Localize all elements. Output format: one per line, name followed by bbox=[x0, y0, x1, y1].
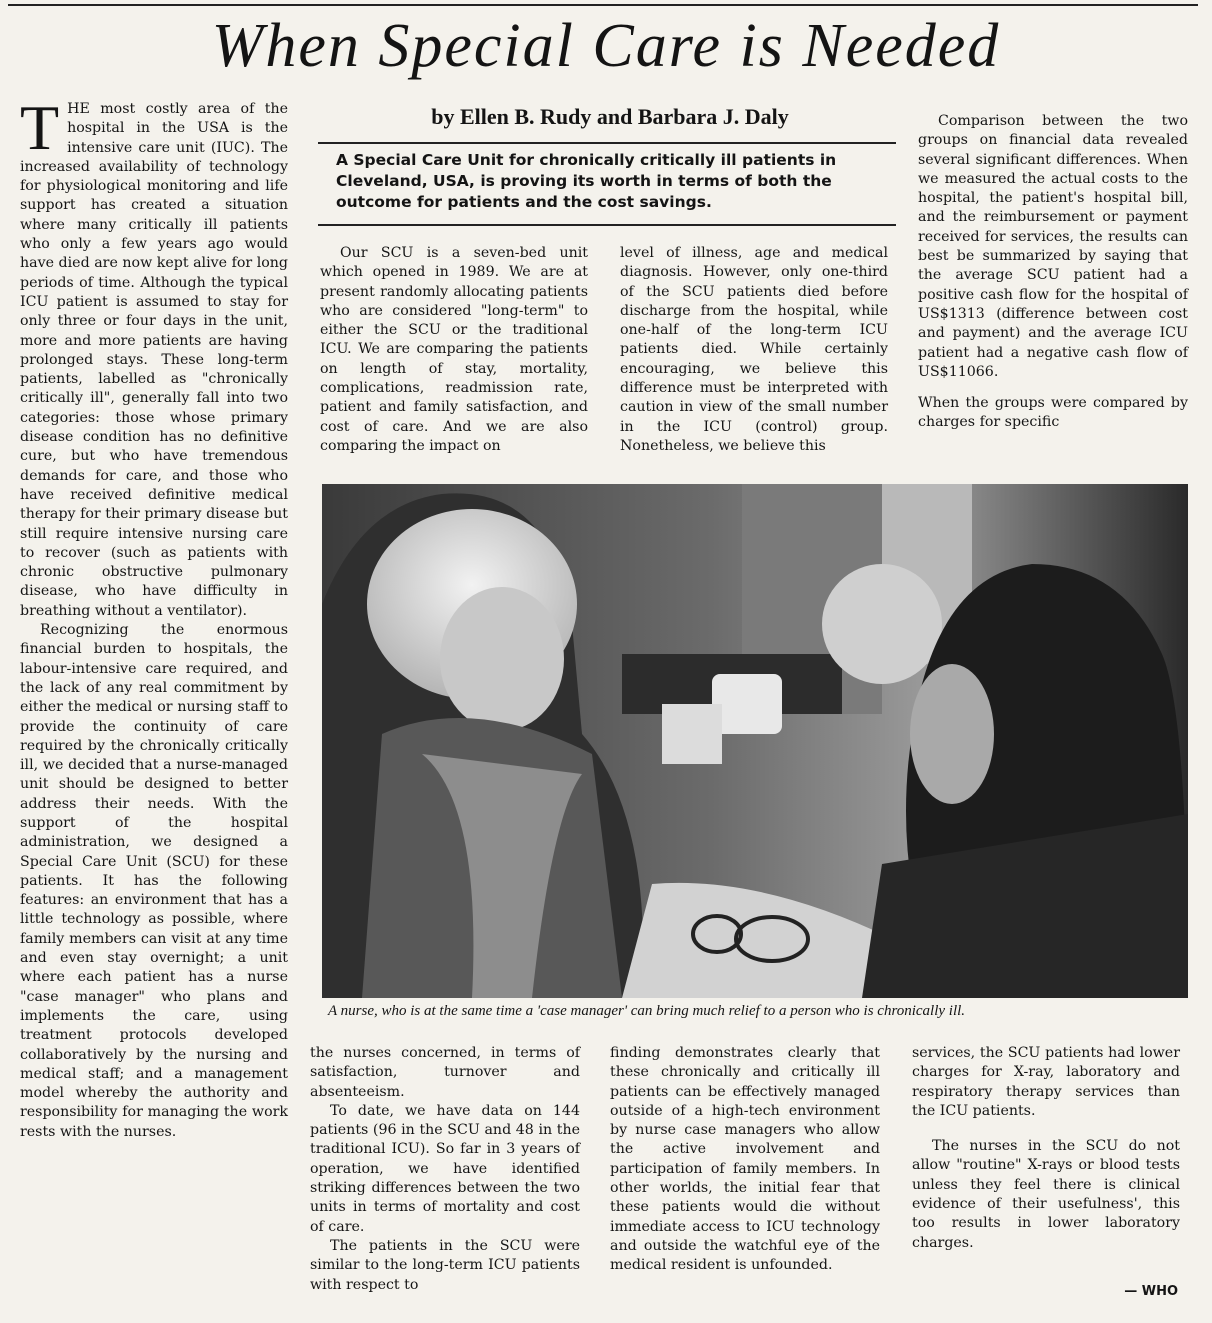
paragraph-2: Recognizing the enormous financial burden to hospitals, the labour-intensive care required, and the lack of any real commitment by either the medical or nursing staff to provide the continuity of care required by the chronically critically ill, we decided that a nurse-managed unit should be designed to better address their needs. With the support of the hospital administration, we designed a Special Care Unit (SCU) for these patients. It has the following features: an environment that has a little technology as possible, where family members can visit at any time and even stay overnight; a unit where each patient has a nurse "case manager" who plans and implements the care, using treatment protocols developed collaboratively by the nursing and medical staff; and a management model whereby the authority and responsibility for managing the work rests with the nurses. bbox=[20, 622, 288, 1140]
column-4-bottom bbox=[912, 1044, 1180, 1253]
drop-cap: T bbox=[20, 92, 60, 163]
column-3-top bbox=[620, 244, 888, 456]
column-4-paragraph-1: Comparison between the two groups on financial data revealed several significant differences. When we measured the actual costs to the hospital, the patient's hospital bill, and the reimbursement or payment received for services, the results can best be summarized by saying that the average SCU patient had a positive cash flow for the hospital of US$1313 (difference between cost and payment) and the average ICU patient had a negative cash flow of US$11066. bbox=[918, 113, 1188, 380]
column-3-bottom bbox=[610, 1044, 880, 1276]
deck: A Special Care Unit for chronically critically ill patients in Cleveland, USA, is proving its worth in terms of both the outcome for patients and the cost savings. bbox=[336, 151, 837, 211]
photo-caption: A nurse, who is at the same time a 'case manager' can bring much relief to a person who is chronically ill. bbox=[328, 1003, 966, 1019]
column-2-top bbox=[320, 244, 588, 456]
column-4-top bbox=[918, 112, 1188, 433]
paragraph-1 bbox=[20, 92, 288, 621]
column-4-paragraph-2: When the groups were compared by charges for specific bbox=[918, 395, 1188, 431]
deck-rule-bottom bbox=[318, 224, 896, 226]
column-3-bottom-text: finding demonstrates clearly that these chronically and critically ill patients can be effectively managed outside of a high-tech environment by nurse case managers who allow the active involvement and participation of family members. In other worlds, the initial fear that these patients would die without immediate access to ICU technology and outside the watchful eye of the medical resident is unfounded. bbox=[610, 1045, 880, 1274]
article-title: When Special Care is Needed bbox=[211, 12, 1001, 80]
signoff: — WHO bbox=[1124, 1284, 1178, 1299]
deck-rule-top bbox=[318, 142, 896, 144]
column-4-bottom-paragraph-1: services, the SCU patients had lower charges for X-ray, laboratory and respiratory therapy services than the ICU patients. bbox=[912, 1045, 1180, 1119]
column-2-bottom bbox=[310, 1044, 580, 1295]
byline: by Ellen B. Rudy and Barbara J. Daly bbox=[431, 104, 789, 129]
column-3-top-text: level of illness, age and medical diagnosis. However, only one-third of the SCU patients died before discharge from the hospital, while one-half of the long-term ICU patients died. While certainly encouraging, we believe this difference must be interpreted with caution in view of the small number in the ICU (control) group. Nonetheless, we believe this bbox=[620, 245, 888, 454]
column-2-top-text: Our SCU is a seven-bed unit which opened in 1989. We are at present randomly allocating patients who are considered "long-term" to either the SCU or the traditional ICU. We are comparing the patients on length of stay, mortality, complications, readmission rate, patient and family satisfaction, and cost of care. And we are also comparing the impact on bbox=[320, 245, 588, 454]
photo-illustration bbox=[322, 484, 1188, 998]
column-2-bottom-paragraph-1: the nurses concerned, in terms of satisfaction, turnover and absenteeism. bbox=[310, 1045, 580, 1100]
column-1 bbox=[20, 92, 288, 1142]
column-4-bottom-paragraph-2: The nurses in the SCU do not allow "routine" X-rays or blood tests unless they feel there is clinical evidence of their usefulness', this too results in lower laboratory charges. bbox=[912, 1138, 1180, 1251]
column-2-bottom-paragraph-3: The patients in the SCU were similar to the long-term ICU patients with respect to bbox=[310, 1237, 580, 1293]
column-2-bottom-paragraph-2: To date, we have data on 144 patients (96 in the SCU and 48 in the traditional ICU). So far in 3 years of operation, we have identified striking differences between the two units in terms of mortality and cost of care. bbox=[310, 1102, 580, 1235]
paragraph-1-text: HE most costly area of the hospital in the USA is the intensive care unit (IUC). The increased availability of technology for physiological monitoring and life support has created a situation where many critically ill patients who only a few years ago would have died are now kept alive for long periods of time. Although the typical ICU patient is assumed to stay for only three or four days in the unit, more and more patients are having prolonged stays. These long-term patients, labelled as "chronically critically ill", generally fall into two categories: those whose primary disease condition has no definitive cure, but who have tremendous demands for care, and those who have received definitive medical therapy for their primary disease but still require intensive nursing care to recover (such as patients with chronic obstructive pulmonary disease, who have difficulty in breathing without a ventilator). bbox=[20, 101, 288, 619]
photo-nurse-and-patient bbox=[322, 484, 1188, 998]
